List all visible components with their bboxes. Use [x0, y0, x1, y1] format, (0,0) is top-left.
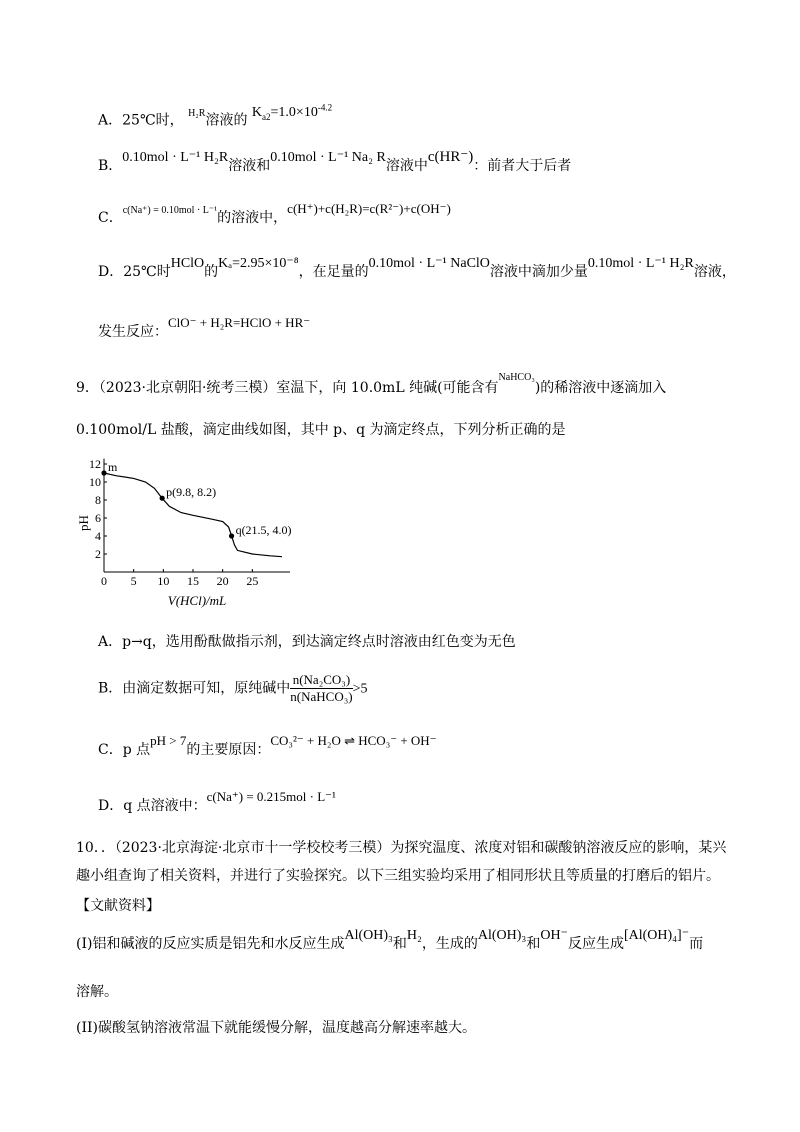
- text: B．由滴定数据可知，原纯碱中: [98, 680, 291, 697]
- q9-intro-line1: [76, 372, 667, 400]
- text: 的溶液中，: [217, 210, 288, 226]
- formula: 0.10mol · L⁻¹ H₂R: [587, 256, 694, 271]
- text: )的稀溶液中逐滴加入: [534, 380, 667, 396]
- text: 溶液中滴加少量: [489, 264, 588, 280]
- formula: c(H⁺)+c(H₂R)=c(R²⁻)+c(OH⁻): [287, 201, 451, 216]
- text: 发生反应：: [98, 324, 168, 340]
- q10-line1: 10．．（2023·北京海淀·北京市十一学校校考三模）为探究温度、浓度对铝和碳酸钠溶液反应的影响，某兴: [76, 840, 727, 856]
- y-tick-label: 2: [95, 547, 101, 561]
- text: 而: [689, 936, 704, 952]
- formula: c(HR⁻): [427, 149, 474, 165]
- text: >5: [352, 681, 368, 697]
- x-tick-label: 15: [187, 574, 199, 588]
- x-tick-label: 10: [157, 574, 170, 588]
- text: (I)铝和碱液的反应实质是铝先和水反应生成: [76, 936, 345, 952]
- text: 25℃时，: [122, 112, 184, 129]
- text: 的主要原因：: [186, 742, 271, 758]
- q9-option-a: A．p→q，选用酚酞做指示剂，到达滴定终点时溶液由红色变为无色: [98, 634, 516, 650]
- y-tick-label: 6: [95, 511, 101, 525]
- formula: CO₃²⁻ + H₂O ⇌ HCO₃⁻ + OH⁻: [270, 733, 437, 748]
- formula: [Al(OH)₄]⁻: [623, 928, 690, 943]
- point-q: [229, 533, 234, 538]
- q8-option-d: [98, 256, 736, 283]
- text: 溶液中: [385, 158, 428, 174]
- q10-ref1: [76, 928, 704, 955]
- q8-option-c: [98, 201, 451, 230]
- point-p: [160, 496, 165, 501]
- q8-option-d-continued: [98, 315, 311, 342]
- label: A．: [98, 112, 123, 129]
- formula: $K_{a2}=1.0\times 10^{-4.2}$: [251, 102, 333, 122]
- formula: H₂: [406, 928, 422, 943]
- formula: Kₐ=2.95×10⁻⁸: [218, 256, 299, 271]
- x-tick-label: 5: [130, 574, 137, 588]
- formula: 0.10mol · L⁻¹ Na₂ R: [270, 150, 386, 165]
- q9-option-d: [98, 789, 336, 816]
- x-tick-label: 0: [101, 574, 107, 588]
- q8-option-b: [98, 149, 572, 177]
- q9-option-b: [98, 672, 368, 705]
- y-tick-label: 10: [89, 475, 101, 489]
- label: B．: [98, 158, 123, 174]
- text: 25℃时: [123, 264, 171, 280]
- point-label: m: [108, 460, 118, 474]
- formula: c(Na⁺) = 0.215mol · L⁻¹: [206, 789, 336, 804]
- x-tick-label: 25: [246, 574, 259, 588]
- x-axis-label: V(HCl)/mL: [167, 593, 227, 608]
- text: D．q 点溶液中：: [98, 798, 207, 814]
- formula: H₂R: [188, 107, 206, 119]
- label: D．: [98, 264, 124, 280]
- text: 溶液，: [693, 264, 736, 280]
- text: 反应生成: [567, 936, 624, 952]
- formula: Al(OH)₃: [344, 928, 393, 943]
- text: 的: [204, 264, 219, 280]
- q10-ref1-continued: 溶解。: [76, 984, 118, 1000]
- mole-ratio-fraction: $\frac{\text{n(Na₂CO₃)}}{\text{n(NaHCO₃)}}$: [290, 672, 353, 704]
- point-label: q(21.5, 4.0): [235, 523, 292, 537]
- q8-option-a: [98, 102, 333, 135]
- formula: pH > 7: [150, 733, 187, 748]
- point-label: p(9.8, 8.2): [166, 485, 217, 500]
- text: 溶液的: [205, 112, 248, 129]
- text: C．p 点: [98, 742, 151, 758]
- text: 溶液和: [228, 158, 271, 174]
- formula: Al(OH)₃: [477, 928, 527, 943]
- y-tick-label: 12: [89, 457, 101, 471]
- y-tick-label: 4: [95, 529, 101, 543]
- text: ：前者大于后者: [473, 158, 572, 174]
- formula: 0.10mol · L⁻¹ H₂R: [122, 150, 229, 165]
- formula: c(Na⁺) = 0.10mol · L⁻¹: [122, 205, 218, 216]
- text: 和: [526, 936, 541, 952]
- text: ，在足量的: [298, 264, 369, 280]
- text: 9．（2023·北京朝阳·统考三模）室温下，向 10.0mL 纯碱(可能含有: [76, 380, 499, 396]
- q9-option-c: [98, 733, 437, 760]
- q10-line2: 趣小组查询了相关资料，并进行了实验探究。以下三组实验均采用了相同形状且等质量的打磨后的铝片。: [76, 868, 720, 884]
- formula: OH⁻: [540, 928, 568, 943]
- y-axis-label: pH: [76, 515, 91, 531]
- formula: ClO⁻ + H₂R=HClO + HR⁻: [168, 315, 311, 330]
- formula: HClO: [170, 256, 205, 271]
- y-tick-label: 8: [95, 493, 101, 507]
- label: C．: [98, 210, 123, 226]
- text: 和: [392, 936, 407, 952]
- formula: NaHCO₃: [498, 372, 535, 383]
- text: ，生成的: [421, 936, 478, 952]
- point-m: [101, 470, 106, 475]
- q9-intro-line2: 0.100mol/L 盐酸，滴定曲线如图，其中 p、q 为滴定终点，下列分析正确的是: [76, 422, 566, 438]
- titration-chart: [76, 455, 296, 615]
- formula: 0.10mol · L⁻¹ NaClO: [368, 256, 490, 271]
- x-tick-label: 20: [216, 574, 229, 588]
- q10-heading: 【文献资料】: [76, 898, 160, 914]
- q10-ref2: (II)碳酸氢钠溶液常温下就能缓慢分解，温度越高分解速率越大。: [76, 1020, 476, 1036]
